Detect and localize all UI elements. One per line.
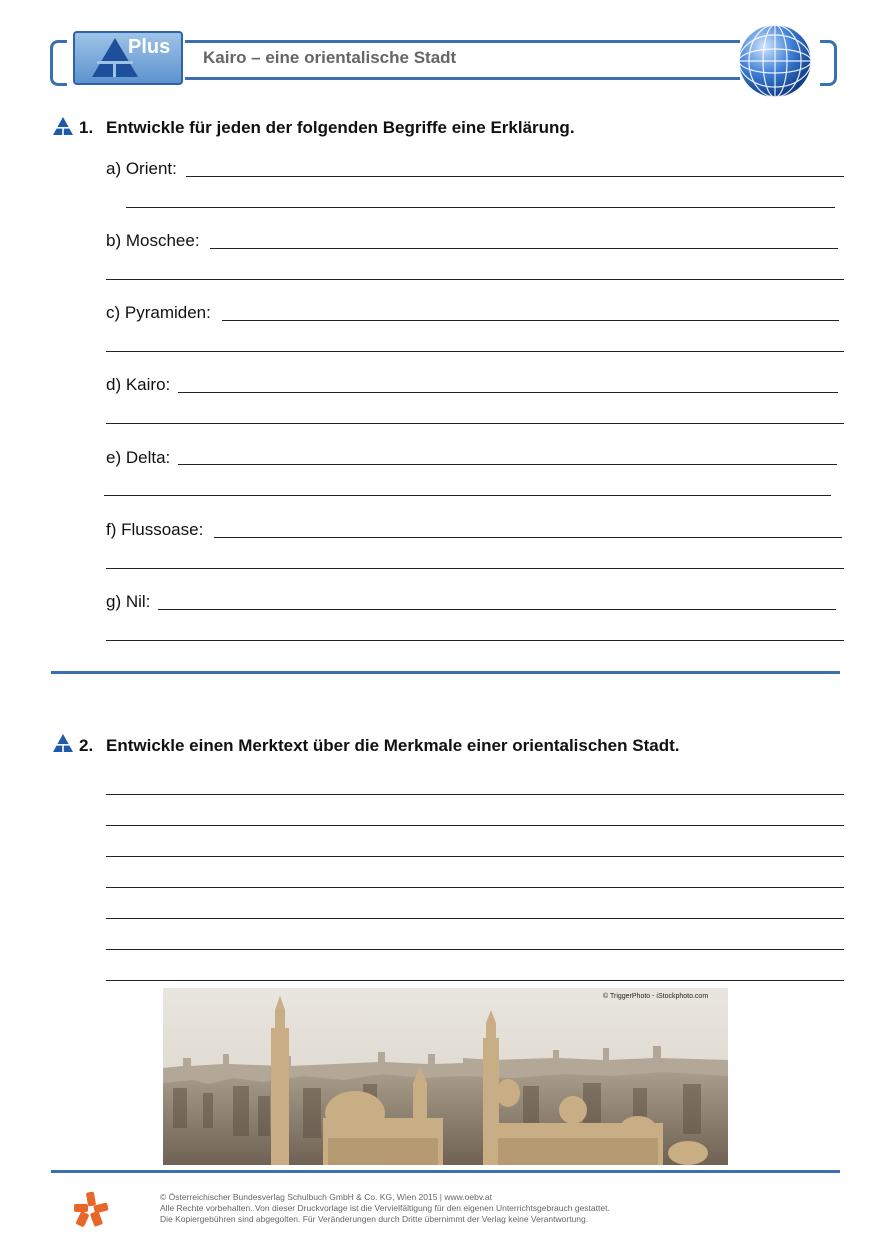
answer-line[interactable] bbox=[178, 464, 837, 465]
term-orient-label: a) Orient: bbox=[106, 159, 177, 178]
answer-line[interactable] bbox=[106, 856, 844, 857]
answer-line[interactable] bbox=[106, 887, 844, 888]
header-bracket-left bbox=[50, 40, 67, 86]
publisher-logo-icon bbox=[72, 1190, 110, 1228]
footer-line-1: © Österreichischer Bundesverlag Schulbuch GmbH & Co. KG, Wien 2015 | www.oebv.at bbox=[160, 1192, 492, 1202]
cairo-skyline-photo bbox=[163, 988, 728, 1165]
answer-line[interactable] bbox=[106, 794, 844, 795]
answer-line[interactable] bbox=[106, 980, 844, 981]
page-title: Kairo – eine orientalische Stadt bbox=[203, 48, 457, 67]
photo-credit: © TriggerPhoto - iStockphoto.com bbox=[603, 993, 709, 1000]
term-kairo-label: d) Kairo: bbox=[106, 375, 171, 394]
header-line-bottom bbox=[185, 77, 740, 80]
answer-line[interactable] bbox=[106, 351, 844, 352]
answer-line[interactable] bbox=[106, 640, 844, 641]
answer-line[interactable] bbox=[126, 207, 835, 208]
task-triangle-icon bbox=[53, 734, 73, 752]
task2-text: Entwickle einen Merktext über die Merkmale einer orientalischen Stadt. bbox=[106, 736, 680, 755]
section-divider bbox=[51, 671, 840, 674]
header-line-top bbox=[185, 40, 740, 43]
answer-line[interactable] bbox=[106, 825, 844, 826]
task2-number: 2. bbox=[79, 736, 94, 755]
answer-line[interactable] bbox=[106, 918, 844, 919]
header-bracket-right bbox=[820, 40, 837, 86]
answer-line[interactable] bbox=[186, 176, 844, 177]
answer-line[interactable] bbox=[106, 423, 844, 424]
term-pyramiden-label: c) Pyramiden: bbox=[106, 303, 211, 322]
answer-line[interactable] bbox=[106, 279, 844, 280]
answer-line[interactable] bbox=[106, 568, 844, 569]
answer-line[interactable] bbox=[210, 248, 838, 249]
footer-copyright bbox=[160, 1192, 610, 1225]
footer-line-3: Die Kopiergebühren sind abgegolten. Für Veränderungen durch Dritte übernimmt der Verlag keine Verantwortung. bbox=[160, 1214, 589, 1224]
globe-icon bbox=[737, 23, 813, 99]
footer-divider bbox=[51, 1170, 840, 1173]
answer-line[interactable] bbox=[222, 320, 839, 321]
task1-text: Entwickle für jeden der folgenden Begriffe eine Erklärung. bbox=[106, 118, 575, 137]
answer-line[interactable] bbox=[106, 949, 844, 950]
term-flussoase-label: f) Flussoase: bbox=[106, 520, 204, 539]
logo-text: Plus bbox=[128, 36, 171, 58]
term-moschee-label: b) Moschee: bbox=[106, 231, 200, 250]
footer-line-2: Alle Rechte vorbehalten. Von dieser Druckvorlage ist die Vervielfältigung für den eigenen Unterrichtsgebrauch gestattet. bbox=[160, 1203, 610, 1213]
answer-line[interactable] bbox=[214, 537, 842, 538]
term-nil-label: g) Nil: bbox=[106, 592, 151, 611]
task1-number: 1. bbox=[79, 118, 94, 137]
answer-line[interactable] bbox=[178, 392, 838, 393]
answer-line[interactable] bbox=[158, 609, 836, 610]
answer-line[interactable] bbox=[104, 495, 831, 496]
term-delta-label: e) Delta: bbox=[106, 448, 171, 467]
task-triangle-icon bbox=[53, 117, 73, 135]
